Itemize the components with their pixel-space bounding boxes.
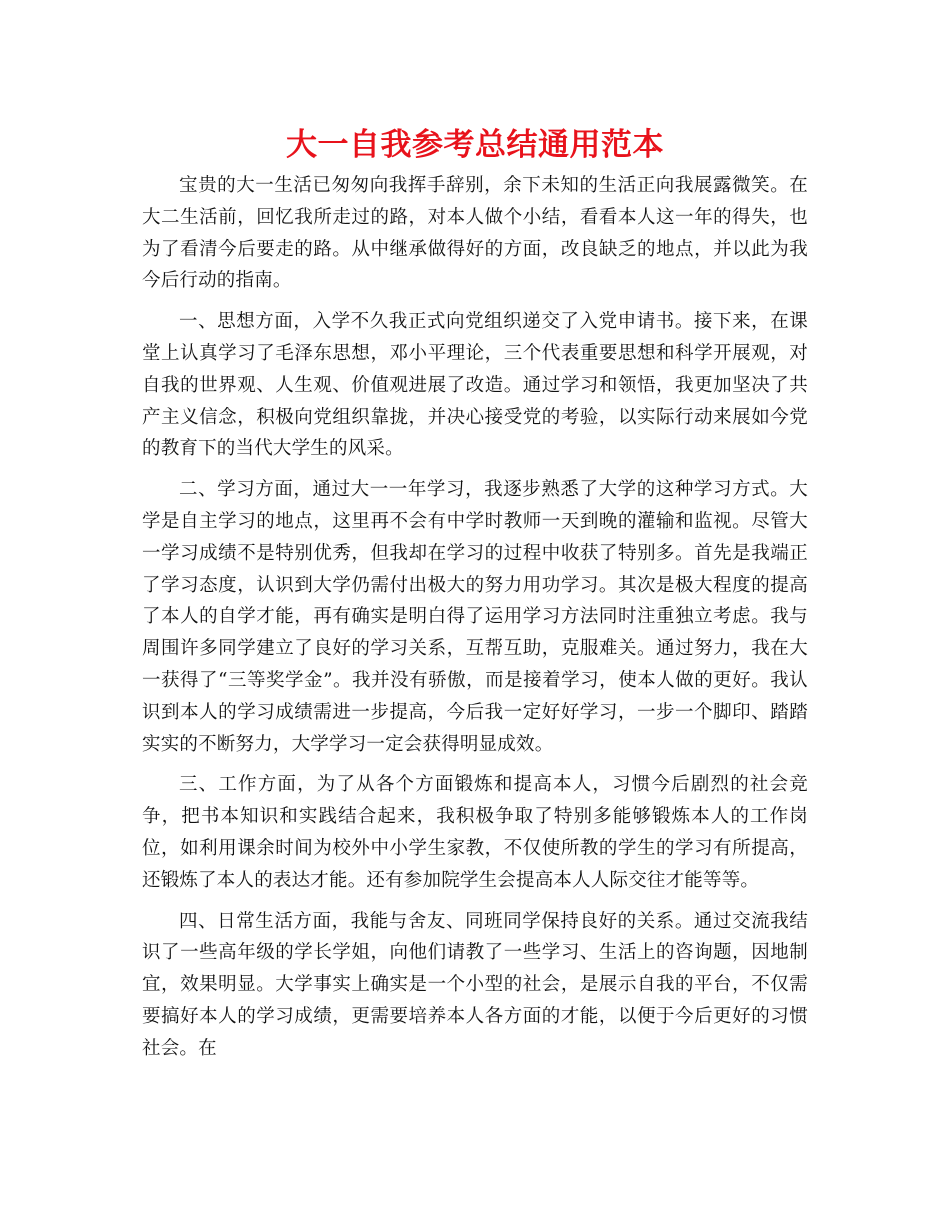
document-title: 大一自我参考总结通用范本 <box>286 127 664 163</box>
document-body <box>142 170 808 1065</box>
paragraph-work: 三、工作方面，为了从各个方面锻炼和提高本人，习惯今后剧烈的社会竞争，把书本知识和实践结合起来，我积极争取了特别多能够锻炼本人的工作岗位，如利用课余时间为校外中小学生家教，不仅使所教的学生的学习有所提高，还锻炼了本人的表达才能。还有参加院学生会提高本人人际交往才能等等。 <box>142 774 808 891</box>
document-page <box>142 120 808 1065</box>
paragraph-study: 二、学习方面，通过大一一年学习，我逐步熟悉了大学的这种学习方式。大学是自主学习的地点，这里再不会有中学时教师一天到晚的灌输和监视。尽管大一学习成绩不是特别优秀，但我却在学习的过程中收获了特别多。首先是我端正了学习态度，认识到大学仍需付出极大的努力用功学习。其次是极大程度的提高了本人的自学才能，再有确实是明白得了运用学习方法同时注重独立考虑。我与周围许多同学建立了良好的学习关系，互帮互助，克服难关。通过努力，我在大一获得了“三等奖学金”。我并没有骄傲，而是接着学习，使本人做的更好。我认识到本人的学习成绩需进一步提高，今后我一定好好学习，一步一个脚印、踏踏实实的不断努力，大学学习一定会获得明显成效。 <box>142 479 808 755</box>
paragraph-intro: 宝贵的大一生活已匆匆向我挥手辞别，余下未知的生活正向我展露微笑。在大二生活前，回忆我所走过的路，对本人做个小结，看看本人这一年的得失，也为了看清今后要走的路。从中继承做得好的方面，改良缺乏的地点，并以此为我今后行动的指南。 <box>142 175 808 292</box>
paragraph-daily-life: 四、日常生活方面，我能与舍友、同班同学保持良好的关系。通过交流我结识了一些高年级的学长学姐，向他们请教了一些学习、生活上的咨询题，因地制宜，效果明显。大学事实上确实是一个小型的社会，是展示自我的平台，不仅需要搞好本人的学习成绩，更需要培养本人各方面的才能，以便于今后更好的习惯社会。在 <box>142 910 808 1059</box>
paragraph-ideology: 一、思想方面，入学不久我正式向党组织递交了入党申请书。接下来，在课堂上认真学习了毛泽东思想，邓小平理论，三个代表重要思想和科学开展观，对自我的世界观、人生观、价值观进展了改造。通过学习和领悟，我更加坚决了共产主义信念，积极向党组织靠拢，并决心接受党的考验，以实际行动来展如今党的教育下的当代大学生的风采。 <box>142 311 808 460</box>
